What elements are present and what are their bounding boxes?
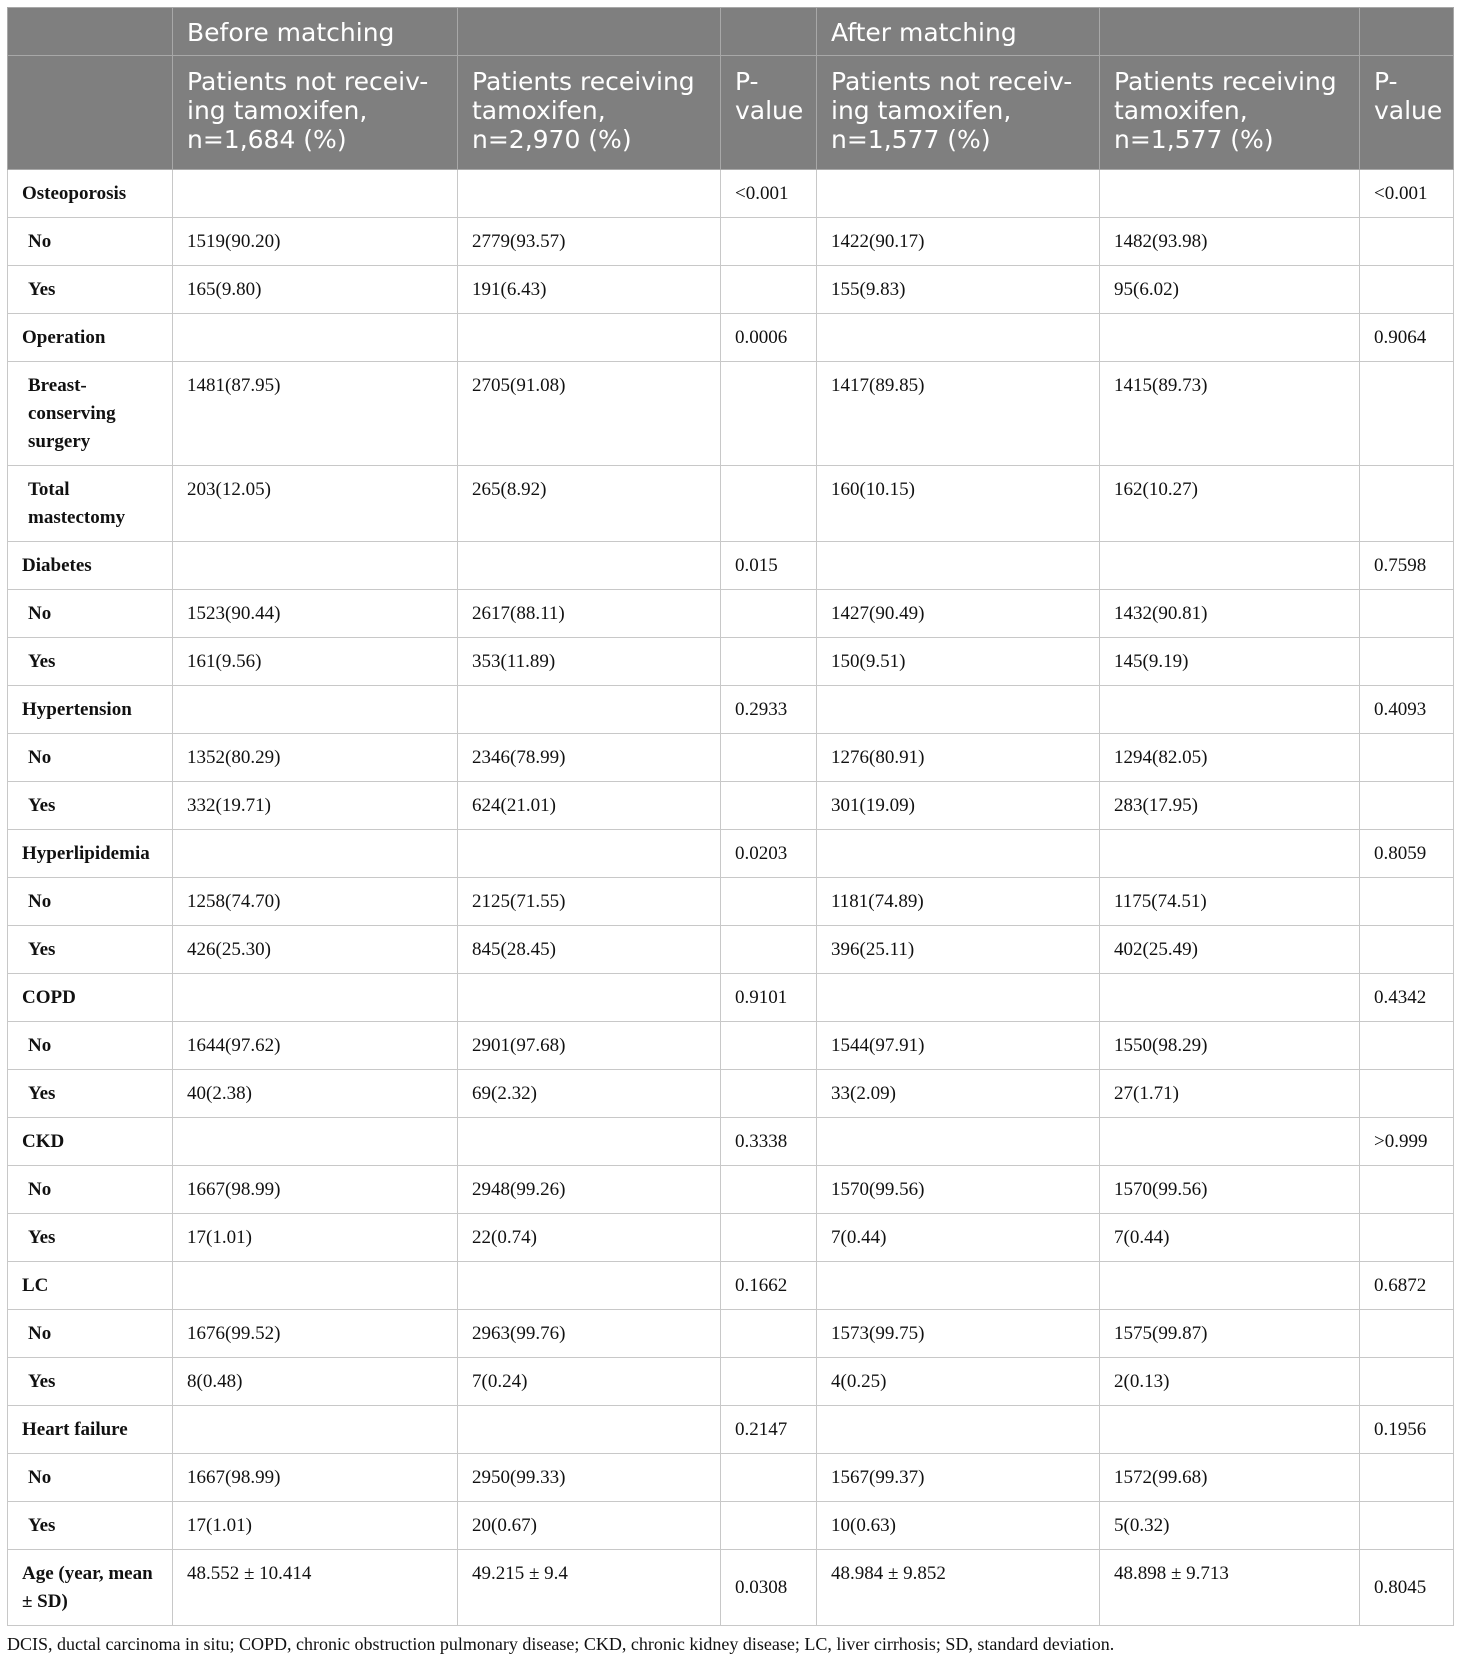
table-row	[8, 686, 1454, 734]
after-not-receiving-cell: 10(0.63)	[817, 1502, 1100, 1550]
after-receiving-cell	[1100, 686, 1360, 734]
after-receiving-cell	[1100, 1406, 1360, 1454]
p-value-before-cell: 0.9101	[721, 974, 817, 1022]
before-not-receiving-cell: 48.552 ± 10.414	[173, 1550, 458, 1626]
after-not-receiving-cell	[817, 170, 1100, 218]
p-value-before-cell	[721, 926, 817, 974]
after-not-receiving-cell	[817, 1118, 1100, 1166]
before-receiving-cell: 2963(99.76)	[458, 1310, 721, 1358]
p-value-before-cell	[721, 1166, 817, 1214]
table-row	[8, 638, 1454, 686]
p-value-after-cell	[1360, 1454, 1454, 1502]
before-receiving-cell	[458, 1406, 721, 1454]
header-after-receiving: Patients receiving tamoxifen, n=1,577 (%)	[1100, 56, 1360, 170]
after-not-receiving-cell: 1276(80.91)	[817, 734, 1100, 782]
after-receiving-cell: 1570(99.56)	[1100, 1166, 1360, 1214]
before-receiving-cell: 2948(99.26)	[458, 1166, 721, 1214]
before-not-receiving-cell: 161(9.56)	[173, 638, 458, 686]
before-receiving-cell: 2346(78.99)	[458, 734, 721, 782]
p-value-after-cell	[1360, 1070, 1454, 1118]
p-value-after-cell: >0.999	[1360, 1118, 1454, 1166]
before-not-receiving-cell	[173, 542, 458, 590]
after-receiving-cell: 162(10.27)	[1100, 466, 1360, 542]
before-not-receiving-cell: 1352(80.29)	[173, 734, 458, 782]
after-receiving-cell: 7(0.44)	[1100, 1214, 1360, 1262]
p-value-before-cell: 0.0203	[721, 830, 817, 878]
before-receiving-cell: 2901(97.68)	[458, 1022, 721, 1070]
p-value-before-cell	[721, 1214, 817, 1262]
p-value-before-cell	[721, 266, 817, 314]
header-blank	[8, 56, 173, 170]
after-not-receiving-cell	[817, 542, 1100, 590]
before-receiving-cell: 2779(93.57)	[458, 218, 721, 266]
row-label: Yes	[8, 926, 173, 974]
p-value-after-cell: 0.4093	[1360, 686, 1454, 734]
row-label: COPD	[8, 974, 173, 1022]
before-receiving-cell	[458, 314, 721, 362]
before-not-receiving-cell: 8(0.48)	[173, 1358, 458, 1406]
after-receiving-cell: 1294(82.05)	[1100, 734, 1360, 782]
before-not-receiving-cell	[173, 170, 458, 218]
after-not-receiving-cell	[817, 830, 1100, 878]
table-row	[8, 782, 1454, 830]
p-value-before-cell: 0.0006	[721, 314, 817, 362]
table-row	[8, 1262, 1454, 1310]
before-receiving-cell: 2705(91.08)	[458, 362, 721, 466]
after-receiving-cell: 1575(99.87)	[1100, 1310, 1360, 1358]
table-row	[8, 1022, 1454, 1070]
after-receiving-cell: 1175(74.51)	[1100, 878, 1360, 926]
before-receiving-cell: 2125(71.55)	[458, 878, 721, 926]
p-value-before-cell: <0.001	[721, 170, 817, 218]
before-receiving-cell: 624(21.01)	[458, 782, 721, 830]
p-value-after-cell	[1360, 1214, 1454, 1262]
p-value-after-cell: 0.8059	[1360, 830, 1454, 878]
before-not-receiving-cell: 17(1.01)	[173, 1502, 458, 1550]
after-receiving-cell	[1100, 542, 1360, 590]
after-not-receiving-cell: 150(9.51)	[817, 638, 1100, 686]
before-receiving-cell	[458, 1118, 721, 1166]
row-label: No	[8, 878, 173, 926]
after-receiving-cell: 283(17.95)	[1100, 782, 1360, 830]
p-value-after-cell	[1360, 782, 1454, 830]
row-label: No	[8, 1022, 173, 1070]
after-not-receiving-cell: 1422(90.17)	[817, 218, 1100, 266]
p-value-before-cell: 0.0308	[721, 1550, 817, 1626]
after-not-receiving-cell	[817, 686, 1100, 734]
header-p-value-after	[1360, 56, 1454, 170]
table-row	[8, 1310, 1454, 1358]
before-receiving-cell: 353(11.89)	[458, 638, 721, 686]
before-not-receiving-cell: 203(12.05)	[173, 466, 458, 542]
table-row	[8, 1166, 1454, 1214]
row-label: Age (year, mean ± SD)	[8, 1550, 173, 1626]
p-value-before-cell	[721, 466, 817, 542]
p-value-before-cell	[721, 1070, 817, 1118]
row-label: Hyperlipidemia	[8, 830, 173, 878]
before-not-receiving-cell: 1667(98.99)	[173, 1166, 458, 1214]
after-receiving-cell: 1572(99.68)	[1100, 1454, 1360, 1502]
p-value-label: P-value	[735, 67, 804, 125]
after-receiving-cell	[1100, 1118, 1360, 1166]
row-label: Yes	[8, 1070, 173, 1118]
after-not-receiving-cell: 1573(99.75)	[817, 1310, 1100, 1358]
row-label: Total mastectomy	[8, 466, 173, 542]
p-value-before-cell	[721, 590, 817, 638]
header-after-not-receiving: Patients not receiv-ing tamoxifen, n=1,577 (%)	[817, 56, 1100, 170]
before-receiving-cell	[458, 1262, 721, 1310]
before-not-receiving-cell	[173, 314, 458, 362]
table-header	[8, 8, 1454, 170]
p-value-before-cell	[721, 782, 817, 830]
before-not-receiving-cell: 17(1.01)	[173, 1214, 458, 1262]
row-label: No	[8, 590, 173, 638]
table-row	[8, 590, 1454, 638]
p-value-after-cell	[1360, 1166, 1454, 1214]
header-blank	[721, 8, 817, 56]
table-row	[8, 466, 1454, 542]
after-receiving-cell: 5(0.32)	[1100, 1502, 1360, 1550]
header-blank	[1360, 8, 1454, 56]
after-not-receiving-cell: 396(25.11)	[817, 926, 1100, 974]
after-not-receiving-cell	[817, 314, 1100, 362]
p-value-after-cell	[1360, 734, 1454, 782]
p-value-after-cell: 0.7598	[1360, 542, 1454, 590]
after-receiving-cell	[1100, 1262, 1360, 1310]
p-value-after-cell	[1360, 266, 1454, 314]
before-not-receiving-cell	[173, 1118, 458, 1166]
after-receiving-cell: 27(1.71)	[1100, 1070, 1360, 1118]
p-value-label: P-value	[1374, 67, 1443, 125]
row-label: No	[8, 1454, 173, 1502]
before-receiving-cell: 20(0.67)	[458, 1502, 721, 1550]
before-not-receiving-cell: 1644(97.62)	[173, 1022, 458, 1070]
before-receiving-cell	[458, 542, 721, 590]
header-column-row	[8, 56, 1454, 170]
p-value-after-cell: 0.4342	[1360, 974, 1454, 1022]
p-value-before-cell	[721, 362, 817, 466]
p-value-after-cell	[1360, 590, 1454, 638]
row-label: Yes	[8, 266, 173, 314]
row-label: No	[8, 1310, 173, 1358]
row-label: Diabetes	[8, 542, 173, 590]
p-value-after-cell	[1360, 1358, 1454, 1406]
p-value-before-cell	[721, 1358, 817, 1406]
after-not-receiving-cell	[817, 1406, 1100, 1454]
before-receiving-cell: 191(6.43)	[458, 266, 721, 314]
after-receiving-cell: 402(25.49)	[1100, 926, 1360, 974]
table-row	[8, 926, 1454, 974]
table-row	[8, 1358, 1454, 1406]
before-not-receiving-cell: 1519(90.20)	[173, 218, 458, 266]
row-label: Yes	[8, 638, 173, 686]
after-not-receiving-cell: 160(10.15)	[817, 466, 1100, 542]
p-value-after-cell	[1360, 466, 1454, 542]
p-value-before-cell	[721, 1022, 817, 1070]
before-not-receiving-cell	[173, 1262, 458, 1310]
before-receiving-cell: 7(0.24)	[458, 1358, 721, 1406]
after-receiving-cell: 1415(89.73)	[1100, 362, 1360, 466]
after-not-receiving-cell: 48.984 ± 9.852	[817, 1550, 1100, 1626]
table-row	[8, 1214, 1454, 1262]
before-receiving-cell	[458, 686, 721, 734]
table-row	[8, 542, 1454, 590]
table-row	[8, 974, 1454, 1022]
p-value-after-cell	[1360, 1022, 1454, 1070]
p-value-after-cell	[1360, 218, 1454, 266]
row-label: Operation	[8, 314, 173, 362]
before-receiving-cell: 2950(99.33)	[458, 1454, 721, 1502]
row-label: No	[8, 734, 173, 782]
header-before-not-receiving: Patients not receiv-ing tamoxifen, n=1,684 (%)	[173, 56, 458, 170]
p-value-before-cell	[721, 638, 817, 686]
p-value-before-cell	[721, 734, 817, 782]
table-body	[8, 170, 1454, 1626]
after-receiving-cell	[1100, 974, 1360, 1022]
after-receiving-cell: 48.898 ± 9.713	[1100, 1550, 1360, 1626]
before-receiving-cell: 22(0.74)	[458, 1214, 721, 1262]
header-group-after: After matching	[817, 8, 1100, 56]
p-value-before-cell: 0.2933	[721, 686, 817, 734]
row-label: No	[8, 1166, 173, 1214]
after-not-receiving-cell: 33(2.09)	[817, 1070, 1100, 1118]
after-not-receiving-cell: 155(9.83)	[817, 266, 1100, 314]
p-value-after-cell	[1360, 1310, 1454, 1358]
table-row	[8, 1406, 1454, 1454]
after-receiving-cell: 1482(93.98)	[1100, 218, 1360, 266]
table-row	[8, 314, 1454, 362]
before-receiving-cell: 265(8.92)	[458, 466, 721, 542]
before-not-receiving-cell	[173, 1406, 458, 1454]
p-value-before-cell	[721, 1454, 817, 1502]
before-not-receiving-cell: 332(19.71)	[173, 782, 458, 830]
after-not-receiving-cell: 301(19.09)	[817, 782, 1100, 830]
after-receiving-cell: 1432(90.81)	[1100, 590, 1360, 638]
after-not-receiving-cell	[817, 974, 1100, 1022]
before-receiving-cell: 845(28.45)	[458, 926, 721, 974]
p-value-after-cell	[1360, 638, 1454, 686]
table-row	[8, 170, 1454, 218]
p-value-after-cell: 0.8045	[1360, 1550, 1454, 1626]
before-not-receiving-cell: 1676(99.52)	[173, 1310, 458, 1358]
header-blank	[8, 8, 173, 56]
header-blank	[458, 8, 721, 56]
before-not-receiving-cell: 1258(74.70)	[173, 878, 458, 926]
table-container	[7, 7, 1453, 1655]
after-receiving-cell	[1100, 314, 1360, 362]
before-not-receiving-cell	[173, 686, 458, 734]
after-receiving-cell: 145(9.19)	[1100, 638, 1360, 686]
p-value-after-cell	[1360, 926, 1454, 974]
p-value-after-cell: <0.001	[1360, 170, 1454, 218]
p-value-before-cell: 0.3338	[721, 1118, 817, 1166]
p-value-before-cell	[721, 1310, 817, 1358]
p-value-before-cell: 0.2147	[721, 1406, 817, 1454]
before-not-receiving-cell: 426(25.30)	[173, 926, 458, 974]
header-group-row	[8, 8, 1454, 56]
after-not-receiving-cell	[817, 1262, 1100, 1310]
after-receiving-cell	[1100, 830, 1360, 878]
after-not-receiving-cell: 1567(99.37)	[817, 1454, 1100, 1502]
before-receiving-cell: 2617(88.11)	[458, 590, 721, 638]
before-not-receiving-cell: 1523(90.44)	[173, 590, 458, 638]
table-row	[8, 878, 1454, 926]
before-not-receiving-cell: 40(2.38)	[173, 1070, 458, 1118]
p-value-before-cell	[721, 878, 817, 926]
before-not-receiving-cell: 165(9.80)	[173, 266, 458, 314]
row-label: Hypertension	[8, 686, 173, 734]
header-p-value-before	[721, 56, 817, 170]
table-row	[8, 218, 1454, 266]
table-row	[8, 1454, 1454, 1502]
before-receiving-cell: 49.215 ± 9.4	[458, 1550, 721, 1626]
table-row	[8, 734, 1454, 782]
after-not-receiving-cell: 1544(97.91)	[817, 1022, 1100, 1070]
after-not-receiving-cell: 7(0.44)	[817, 1214, 1100, 1262]
p-value-after-cell	[1360, 878, 1454, 926]
row-label: Yes	[8, 1502, 173, 1550]
header-group-before: Before matching	[173, 8, 458, 56]
before-receiving-cell	[458, 830, 721, 878]
after-receiving-cell: 1550(98.29)	[1100, 1022, 1360, 1070]
table-row	[8, 266, 1454, 314]
p-value-after-cell: 0.1956	[1360, 1406, 1454, 1454]
after-not-receiving-cell: 1181(74.89)	[817, 878, 1100, 926]
before-receiving-cell	[458, 170, 721, 218]
table-row	[8, 1070, 1454, 1118]
row-label: LC	[8, 1262, 173, 1310]
p-value-after-cell	[1360, 1502, 1454, 1550]
after-receiving-cell: 2(0.13)	[1100, 1358, 1360, 1406]
row-label: Osteoporosis	[8, 170, 173, 218]
row-label: No	[8, 218, 173, 266]
table-row	[8, 830, 1454, 878]
header-before-receiving: Patients receiving tamoxifen, n=2,970 (%)	[458, 56, 721, 170]
p-value-after-cell: 0.6872	[1360, 1262, 1454, 1310]
p-value-before-cell: 0.015	[721, 542, 817, 590]
table-footnote: DCIS, ductal carcinoma in situ; COPD, chronic obstruction pulmonary disease; CKD, chronic kidney disease; LC, liver cirrhosis; SD, standard deviation.	[7, 1634, 1115, 1654]
table-row	[8, 1550, 1454, 1626]
table-row	[8, 1502, 1454, 1550]
after-receiving-cell: 95(6.02)	[1100, 266, 1360, 314]
table-row	[8, 1118, 1454, 1166]
row-label: Yes	[8, 782, 173, 830]
p-value-after-cell: 0.9064	[1360, 314, 1454, 362]
table-row	[8, 362, 1454, 466]
p-value-before-cell: 0.1662	[721, 1262, 817, 1310]
before-receiving-cell: 69(2.32)	[458, 1070, 721, 1118]
after-not-receiving-cell: 4(0.25)	[817, 1358, 1100, 1406]
p-value-before-cell	[721, 218, 817, 266]
after-not-receiving-cell: 1427(90.49)	[817, 590, 1100, 638]
after-not-receiving-cell: 1570(99.56)	[817, 1166, 1100, 1214]
row-label: Yes	[8, 1358, 173, 1406]
row-label: CKD	[8, 1118, 173, 1166]
row-label: Breast-conserving surgery	[8, 362, 173, 466]
header-blank	[1100, 8, 1360, 56]
before-not-receiving-cell: 1667(98.99)	[173, 1454, 458, 1502]
after-not-receiving-cell: 1417(89.85)	[817, 362, 1100, 466]
p-value-before-cell	[721, 1502, 817, 1550]
row-label: Heart failure	[8, 1406, 173, 1454]
after-receiving-cell	[1100, 170, 1360, 218]
before-not-receiving-cell	[173, 830, 458, 878]
row-label: Yes	[8, 1214, 173, 1262]
data-table	[7, 7, 1454, 1626]
before-not-receiving-cell	[173, 974, 458, 1022]
before-not-receiving-cell: 1481(87.95)	[173, 362, 458, 466]
before-receiving-cell	[458, 974, 721, 1022]
p-value-after-cell	[1360, 362, 1454, 466]
